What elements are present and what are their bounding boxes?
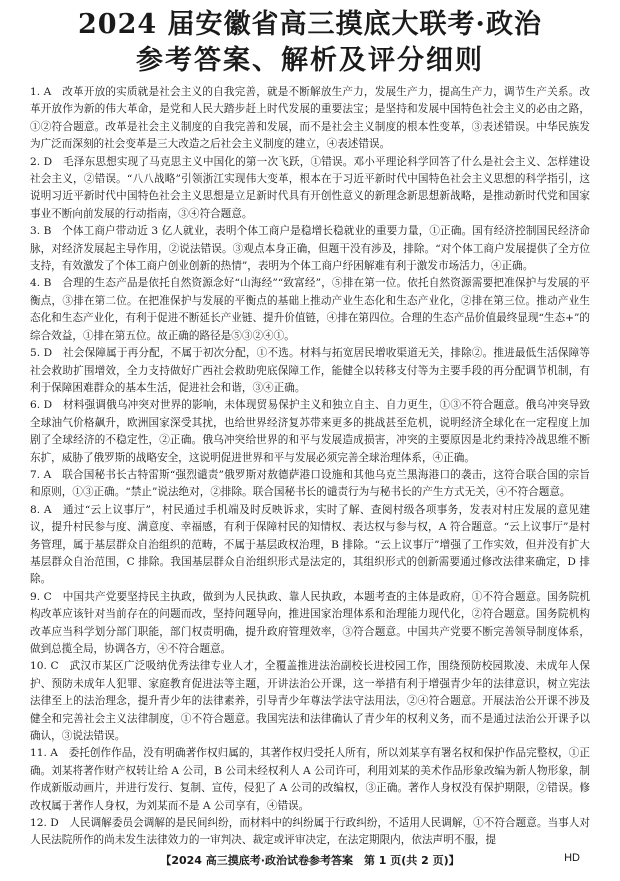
answer-item-8: 8. A 通过“云上议事厅”，村民通过手机端及时反映诉求，实时了解、查阅村级各项事务，发表对村庄发展的意见建议，提升村民参与度、满意度、幸福感，有利于保障村民的知情权、表达权与参与权，A 符合题意。“云上议事厅”是村务管理，属于基层群众自治组织的范畴，不属于基层政权治理，B 排除。“云上议事厅”增强了工作实效，但并没有扩大基层群众自治范围，C 排除。我国基层群众自治组织形式是法定的，其组织形式的创新需要通过修改法律来确定，D 排除。 <box>30 503 590 586</box>
answer-item-5: 5. D 社会保障属于再分配，不属于初次分配，①不选。材料与拓宽居民增收渠道无关，排除②。推进最低生活保障等社会救助扩围增效，全力支持做好广西社会救助兜底保障工作，能健全以转移支付等为主要手段的再分配调节机制，有利于保障困难群众的基本生活，促进社会和谐，③④正确。 <box>30 347 590 394</box>
footer-code: HD <box>564 852 580 864</box>
answer-item-9: 9. C 中国共产党要坚持民主执政，做到为人民执政、靠人民执政，本题考查的主体是政府，①不符合题意。国务院机构改革应该针对当前存在的问题而改，坚持问题导向，推进国家治理体系和治理能力现代化，②符合题意。国务院机构改革应当科学划分部门职能，部门权责明确，提升政府管理效率，③符合题意。中国共产党要不断完善领导制度体系，做到总揽全局，协调各方，④不符合题意。 <box>30 590 590 655</box>
page-footer: 【2024 高三摸底考·政治试卷参考答案 第 1 页(共 2 页)】 <box>160 854 460 867</box>
answer-item-11: 11. A 委托创作作品，没有明确著作权归属的，其著作权归受托人所有，所以刘某享有署名权和保护作品完整权，①正确。刘某将著作财产权转让给 A 公司，B 公司未经权利人 A 公司许可，利用刘某的美术作品形象改编为新人物形象，制作成新版动画片，并进行发行、复制、宣传，侵犯了 A 公司的改编权，③正确。著作人身权没有保护期限，②错误。修改权属于著作人身权，为刘某而不是 A 公司享有，④错误。 <box>30 747 590 812</box>
answer-list <box>30 84 590 850</box>
answer-item-2: 2. D 毛泽东思想实现了马克思主义中国化的第一次飞跃，①错误。邓小平理论科学回答了什么是社会主义、怎样建设社会主义，②错误。“八八战略”引领浙江实现伟大变革，根本在于习近平新时代中国特色社会主义思想的科学指引，这说明习近平新时代中国特色社会主义思想是立足新时代具有开创性意义的新理念新思想新战略，是推动新时代党和国家事业不断向前发展的行动指南，③④符合题意。 <box>30 155 590 220</box>
answer-item-12: 12. D 人民调解委员会调解的是民间纠纷，而材料中的纠纷属于行政纠纷，不适用人民调解，①不符合题意。当事人对人民法院所作的尚未发生法律效力的一审判决、裁定或评审决定，在法定期限内，依法声明不服，提 <box>30 817 590 847</box>
answer-item-3: 3. B 个体工商户带动近 3 亿人就业，表明个体工商户是稳增长稳就业的重要力量，①正确。国有经济控制国民经济命脉，对经济发展起主导作用，②说法错误。③观点本身正确，但题干没有涉及，排除。“对个体工商户发展提供了全方位支持，有效激发了个体工商户创业创新的热情”，表明为个体工商户纾困解难有利于激发市场活力，④正确。 <box>30 225 590 273</box>
answer-item-1: 1. A 改革开放的实质就是社会主义的自我完善，就是不断解放生产力，发展生产力，提高生产力，调节生产关系。改革开放作为新的伟大革命，是党和人民大踏步赶上时代发展的重要法宝；是坚持和发展中国特色社会主义的必由之路，①②符合题意。改革是社会主义制度的自我完善和发展，而不是社会主义制度的根本性变革，③表述错误。中华民族发为广泛而深刻的社会变革是三大改造之后社会主义制度的建立，④表述错误。 <box>30 86 590 151</box>
document-title: 2024 届安徽省高三摸底大联考·政治 <box>78 9 542 40</box>
answer-item-4: 4. B 合理的生态产品是依托自然资源念好“山海经”“致富经”，⑤排在第一位。依托自然资源需要把准保护与发展的平衡点，③排在第二位。在把准保护与发展的平衡点的基础上推动产业生态化和生态产业化，②排在第三位。推动产业生态化和生态产业化，有利于促进不断延长产业链、提升价值链，④排在第四位。合理的生态产品价值最终显现“生态+”的综合效益，①排在第五位。故正确的路径是⑤③②④①。 <box>30 277 590 342</box>
answer-item-6: 6. D 材料强调俄乌冲突对世界的影响，未体现贸易保护主义和独立自主、自力更生，①③不符合题意。俄乌冲突导致全球油气价格飙升，欧洲国家深受其扰，也给世界经济复苏带来更多的挑战甚至危机，说明经济全球化在一定程度上加剧了全球经济的不稳定性，②正确。俄乌冲突给世界的和平与发展造成损害，冲突的主要原因是北约秉持冷战思维不断东扩，威胁了俄罗斯的战略安全，这说明促进世界和平与发展必须完善全球治理体系，④正确。 <box>30 399 590 464</box>
answer-item-10: 10. C 武汉市某区广泛吸纳优秀法律专业人才，全覆盖推进法治副校长进校园工作，围绕预防校园欺凌、未成年人保护、预防未成年人犯罪、家庭教育促进法等主题，开讲法治公开课，这一举措有利于增强青少年的法律意识，树立宪法法律至上的法治理念，提升青少年的法律素养，引导青少年尊法学法守法用法，②④符合题意。开展法治公开课不涉及健全和完善社会主义法律制度，①不符合题意。我国宪法和法律确认了青少年的权利义务，而不是通过法治公开课予以确认，③说法错误。 <box>30 660 590 743</box>
answer-item-7: 7. A 联合国秘书长古特雷斯“强烈谴责”俄罗斯对敖德萨港口设施和其他乌克兰黑海港口的袭击，这符合联合国的宗旨和原则，①③正确。“禁止”说法绝对，②排除。联合国秘书长的谴责行为与秘书长的产生方式无关，④不符合题意。 <box>30 468 590 499</box>
document-subtitle: 参考答案、解析及评分细则 <box>136 45 484 76</box>
